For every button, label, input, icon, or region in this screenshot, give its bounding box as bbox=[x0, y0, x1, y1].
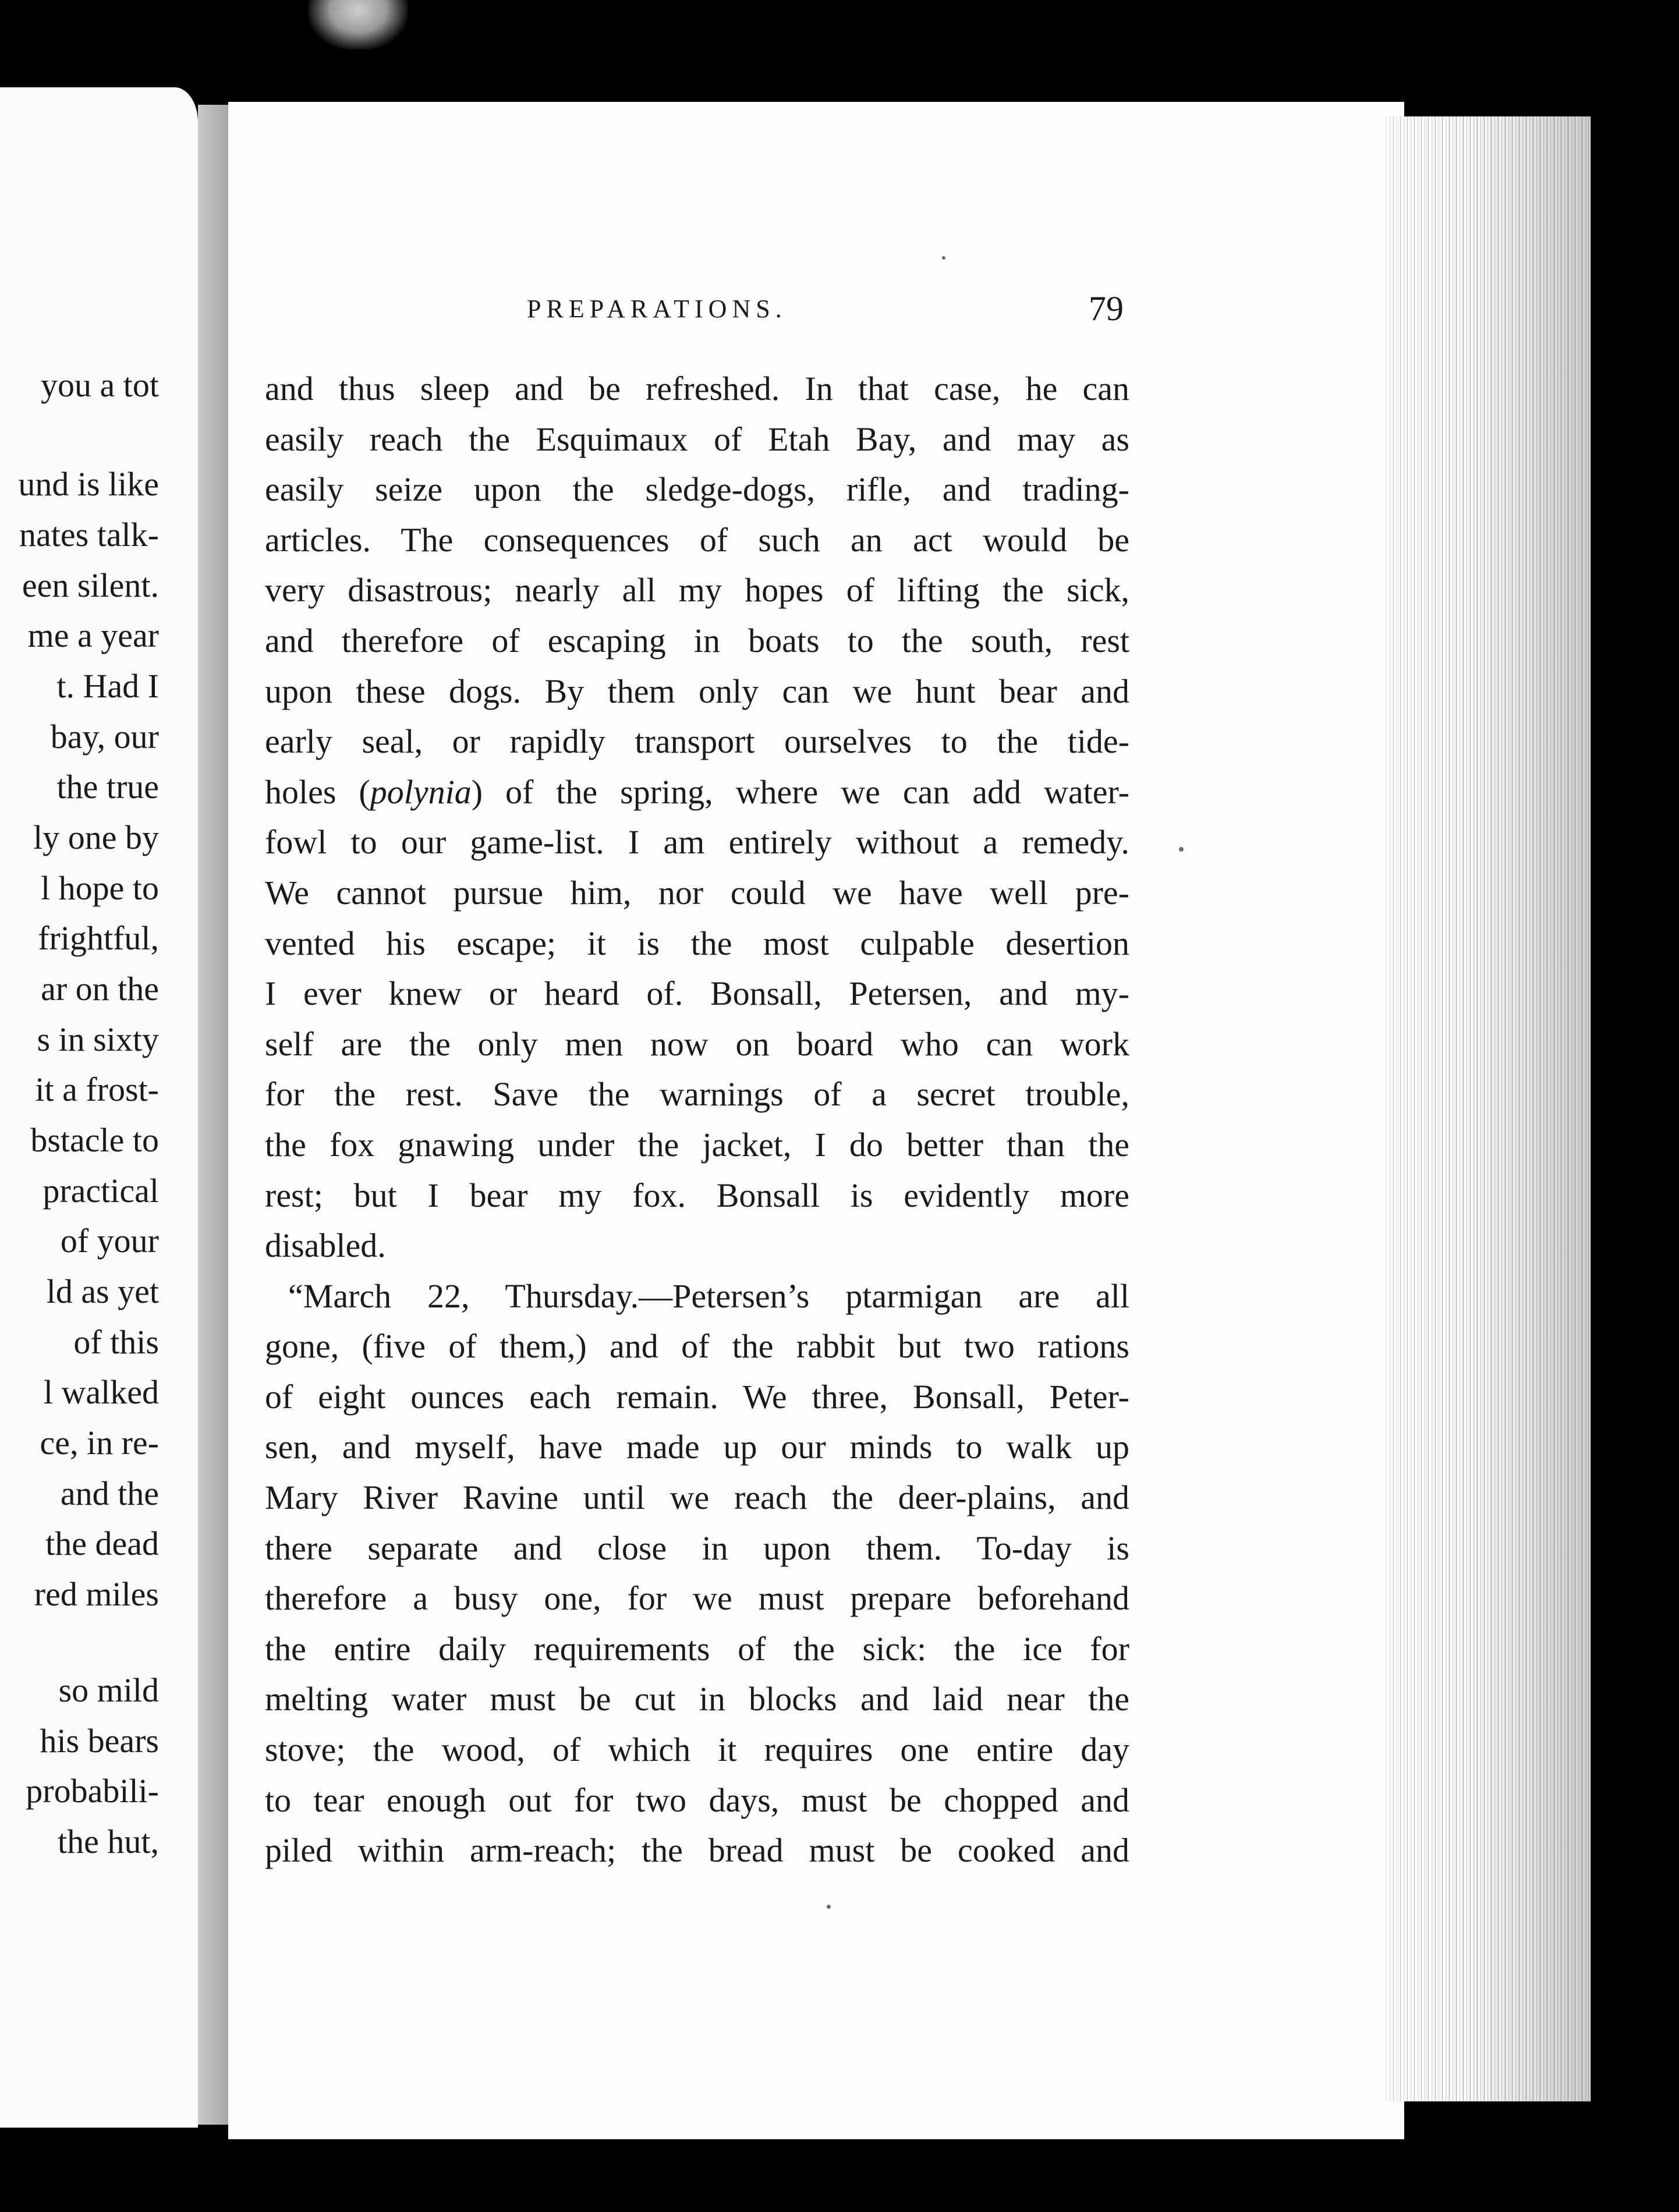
text-line: the entire daily requirements of the sick: the ice for bbox=[265, 1629, 1129, 1668]
text-line: piled within arm-reach; the bread must be cooked and bbox=[265, 1831, 1129, 1870]
body-text bbox=[265, 364, 1129, 1876]
left-line: ce, in re- bbox=[40, 1424, 159, 1462]
text-line: self are the only men now on board who can work bbox=[265, 1025, 1129, 1063]
left-line: l hope to bbox=[41, 869, 159, 907]
left-line: t. Had I bbox=[56, 667, 159, 705]
left-line: me a year bbox=[27, 616, 159, 654]
page-number: 79 bbox=[1089, 289, 1124, 328]
left-line: you a tot bbox=[41, 366, 159, 404]
text-line: We cannot pursue him, nor could we have well pre- bbox=[265, 873, 1129, 912]
text-line: I ever knew or heard of. Bonsall, Petersen, and my- bbox=[265, 974, 1129, 1013]
text-line: for the rest. Save the warnings of a secret trouble, bbox=[265, 1075, 1129, 1114]
text-line: of eight ounces each remain. We three, Bonsall, Peter- bbox=[265, 1377, 1129, 1416]
text-line: upon these dogs. By them only can we hunt bear and bbox=[265, 672, 1129, 710]
text-line: and therefore of escaping in boats to the south, rest bbox=[265, 621, 1129, 660]
running-head: PREPARATIONS. bbox=[527, 295, 787, 323]
left-line: the true bbox=[56, 768, 159, 806]
text-line: melting water must be cut in blocks and laid near the bbox=[265, 1680, 1129, 1718]
text-line: easily seize upon the sledge-dogs, rifle, and trading- bbox=[265, 470, 1129, 509]
left-page-text bbox=[0, 87, 201, 2128]
left-line: ar on the bbox=[41, 970, 159, 1008]
text-line: articles. The consequences of such an act would be bbox=[265, 520, 1129, 559]
left-line: und is like bbox=[18, 465, 159, 503]
text-line: holes (polynia) of the spring, where we can add water- bbox=[265, 772, 1129, 811]
left-line: it a frost- bbox=[35, 1070, 159, 1108]
left-line: practical bbox=[42, 1172, 159, 1210]
text-line: sen, and myself, have made up our minds to walk up bbox=[265, 1428, 1129, 1466]
left-line: l walked bbox=[43, 1373, 159, 1411]
text-line: rest; but I bear my fox. Bonsall is evidently more bbox=[265, 1176, 1129, 1214]
page-edges-shade bbox=[1386, 116, 1589, 2101]
left-line: the dead bbox=[45, 1525, 159, 1562]
left-line: of this bbox=[73, 1323, 159, 1361]
text-line: the fox gnawing under the jacket, I do better than the bbox=[265, 1125, 1129, 1164]
text-line: “March 22, Thursday.—Petersen’s ptarmigan are all bbox=[288, 1277, 1129, 1315]
scan-speck bbox=[942, 256, 945, 260]
left-line: nates talk- bbox=[19, 516, 159, 554]
text-line: disabled. bbox=[265, 1226, 386, 1265]
left-line: his bears bbox=[40, 1722, 159, 1760]
text-line: to tear enough out for two days, must be chopped and bbox=[265, 1781, 1129, 1819]
italic-term: polynia bbox=[370, 772, 472, 811]
left-line: s in sixty bbox=[37, 1020, 159, 1058]
left-line: ly one by bbox=[33, 818, 159, 856]
left-line: bay, our bbox=[50, 718, 159, 756]
text-line: very disastrous; nearly all my hopes of lifting the sick, bbox=[265, 571, 1129, 609]
top-smudge bbox=[309, 0, 408, 49]
left-line: and the bbox=[60, 1474, 159, 1512]
left-line: een silent. bbox=[22, 566, 159, 604]
left-line: probabili- bbox=[26, 1772, 159, 1810]
left-line: the hut, bbox=[58, 1823, 159, 1860]
text-line: vented his escape; it is the most culpable desertion bbox=[265, 924, 1129, 962]
left-line: bstacle to bbox=[30, 1121, 159, 1159]
text-line: stove; the wood, of which it requires one entire day bbox=[265, 1731, 1129, 1769]
scan-speck bbox=[1179, 847, 1184, 852]
left-line: of your bbox=[60, 1222, 159, 1260]
text-line: gone, (five of them,) and of the rabbit but two rations bbox=[265, 1327, 1129, 1366]
text-line: early seal, or rapidly transport ourselves to the tide- bbox=[265, 722, 1129, 761]
left-page bbox=[0, 87, 198, 2128]
left-line: red miles bbox=[34, 1575, 159, 1613]
scan-speck bbox=[827, 1905, 831, 1909]
text-line: therefore a busy one, for we must prepare beforehand bbox=[265, 1579, 1129, 1618]
text-line: fowl to our game-list. I am entirely without a remedy. bbox=[265, 823, 1129, 862]
text-line: there separate and close in upon them. To-day is bbox=[265, 1529, 1129, 1567]
text-line: Mary River Ravine until we reach the deer-plains, and bbox=[265, 1479, 1129, 1517]
left-line: so mild bbox=[58, 1671, 159, 1709]
left-line: ld as yet bbox=[46, 1272, 159, 1310]
text-line: and thus sleep and be refreshed. In that case, he can bbox=[265, 370, 1129, 407]
text-line: easily reach the Esquimaux of Etah Bay, and may as bbox=[265, 420, 1129, 458]
left-line: frightful, bbox=[38, 919, 159, 957]
